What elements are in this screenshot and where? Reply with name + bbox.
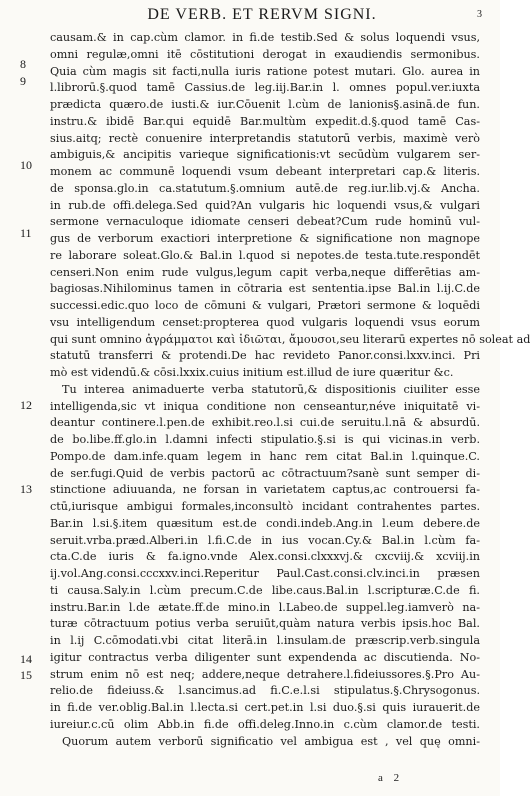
text-line: turæ cōtractuum potius verba seruiūt,quàm natura verbis ipsis.hoc Bal. (50, 617, 480, 631)
text-line: Tu interea animaduerte verba statutorū,& dispositionis ciuiliter esse (62, 382, 480, 396)
text-line: vsu intelligendum censet:propterea quod vulgaris loquendi vsus eorum (50, 315, 480, 329)
text-line: iureiur.c.cū olim Abb.in fi.de offi.deleg.Inno.in c.cùm clamor.de testi. (50, 717, 480, 731)
text-line: strum enim nō est neq; addere,neque detrahere.l.fideiussores.§.Pro Au- (50, 667, 480, 681)
margin-number: 8 (20, 57, 26, 71)
text-line: Pompo.de dam.infe.quam legem in hanc rem citat Bal.in l.quinque.C. (50, 449, 480, 463)
text-line: in rub.de offi.delega.Sed quid?An vulgaris hic loquendi vsus,& vulgari (50, 198, 480, 212)
running-head: DE VERB. ET RERVM SIGNI. (147, 6, 377, 23)
text-line: Quorum autem verborū significatio vel ambigua est , vel quę omni- (62, 734, 480, 748)
text-line: ti causa.Saly.in l.cùm precum.C.de libe.caus.Bal.in l.scripturæ.C.de fi. (50, 583, 480, 597)
folio-number: 3 (477, 9, 482, 20)
text-line: bagiosas.Nihilominus tamen in cōtraria est sententia.ipse Bal.in l.ij.C.de (50, 282, 480, 296)
text-line: seruit.vrba.præd.Alberi.in l.fi.C.de in ius vocan.Cy.& Bal.in l.cùm fa- (50, 533, 480, 547)
text-line: causam.& in cap.cùm clamor. in fi.de testib.Sed & solus loquendi vsus, (50, 31, 480, 44)
text-line: successi.edic.quo loco de cōmuni & vulgari, Prætori sermone & loquēdi (50, 299, 480, 312)
text-line: intelligenda,sic vt iniqua conditione non censeantur,néve iniquitatē vi- (50, 399, 480, 413)
text-line: ambiguis,& ancipitis varieque significationis:vt secūdùm vulgarem ser- (50, 148, 480, 162)
text-line: statutū transferri & protendi.De hac revideto Panor.consi.lxxv.inci. Pri (50, 349, 480, 363)
text-line: instru.Bar.in l.de ætate.ff.de mino.in l.Labeo.de suppel.leg.iamverò na- (50, 600, 480, 614)
text-line: ij.vol.Ang.consi.cccxxv.inci.Reperitur Paul.Cast.consi.clv.inci.in præsen (50, 567, 480, 580)
text-line: l.librorū.§.quod tamē Cassius.de leg.iij.Bar.in l. omnes popul.ver.iuxta (50, 81, 480, 95)
text-line: in l.ij C.cōmodati.vbi citat literā.in l.insulam.de præscrip.verb.singula (50, 634, 480, 647)
text-line: sermone vernaculoque idiomate censeri debeat?Cum rude hominū vul- (50, 215, 480, 229)
margin-number: 15 (20, 668, 32, 682)
text-line: Bar.in l.si.§.item quæsitum est.de condi.indeb.Ang.in l.eum debere.de (50, 516, 480, 530)
margin-number: 10 (20, 158, 32, 172)
text-line: qui sunt omnino ἀγράμματοι καὶ ἰδιῶται, ἄμουσοι,seu literarū expertes nō soleat ad (50, 332, 530, 346)
text-line: stinctione adiuuanda, ne forsan in varietatem captus,ac controuersi fa- (50, 483, 480, 497)
text-line: igitur contractus verba diligenter sunt expendenda ac discutienda. No- (50, 650, 480, 664)
text-line: monem ac communē loquendi vsum debeant interpretari cap.& literis. (50, 165, 480, 178)
text-line: omni regulæ,omni itē cōstitutioni derogat in exaudiendis sermonibus. (50, 47, 480, 61)
margin-number: 14 (20, 652, 32, 666)
text-line: censeri.Non enim rude vulgus,legum capit verba,neque differētias am- (50, 265, 480, 279)
margin-number: 9 (20, 74, 26, 88)
text-line: deantur continere.l.pen.de exhibit.reo.l.si cui.de seruitu.l.nā & absurdū. (50, 416, 480, 430)
text-line: de bo.libe.ff.glo.in l.damni infecti stipulatio.§.si is qui vicinas.in verb. (50, 433, 480, 446)
margin-number: 11 (20, 226, 32, 240)
body-text (50, 30, 530, 750)
text-line: gus de verborum exactiori interpretione & significatione non magnope (50, 232, 480, 245)
text-line: in fi.de ver.oblig.Bal.in l.lecta.si cert.pet.in l.si duo.§.si quis iurauerit.de (50, 701, 480, 714)
text-line: cta.C.de iuris & fa.igno.vnde Alex.consi.clxxxvj.& cxcviij.& xcviij.in (50, 550, 480, 564)
text-line: ctū,iurisque ambigui formales,inconsultò incidant contrahentes partes. (50, 500, 480, 513)
margin-number: 13 (20, 482, 32, 496)
text-line: de ser.fugi.Quid de verbis pactorū ac cōtractuum?sanè sunt semper di- (50, 466, 480, 480)
signature-mark: a 2 (378, 772, 404, 784)
text-line: sius.aitq; rectè conuenire interpretandis statutorū verbis, maximè verò (50, 131, 480, 145)
margin-number: 12 (20, 398, 32, 412)
text-line: instru.& ibidē Bar.qui equidē Bar.multùm expedit.d.§.quod tamē Cas- (50, 114, 480, 128)
text-line: de sponsa.glo.in ca.statutum.§.omnium autē.de reg.iur.lib.vj.& Ancha. (50, 181, 480, 195)
text-line: relio.de fideiuss.& l.sancimus.ad fi.C.e.l.si stipulatus.§.Chrysogonus. (50, 684, 480, 698)
text-line: Quia cùm magis sit facti,nulla iuris ratione potest mutari. Glo. aurea in (50, 64, 480, 78)
text-line: re laborare soleat.Glo.& Bal.in l.quod si nepotes.de testa.tute.respondēt (50, 248, 480, 262)
text-line: mò est videndū.& cōsi.lxxix.cuius initium est.illud de iure quæritur &c. (50, 366, 454, 379)
text-line: prædicta quæro.de iusti.& iur.Cōuenit l.cùm de lanionis§.asinā.de fun. (50, 98, 480, 111)
